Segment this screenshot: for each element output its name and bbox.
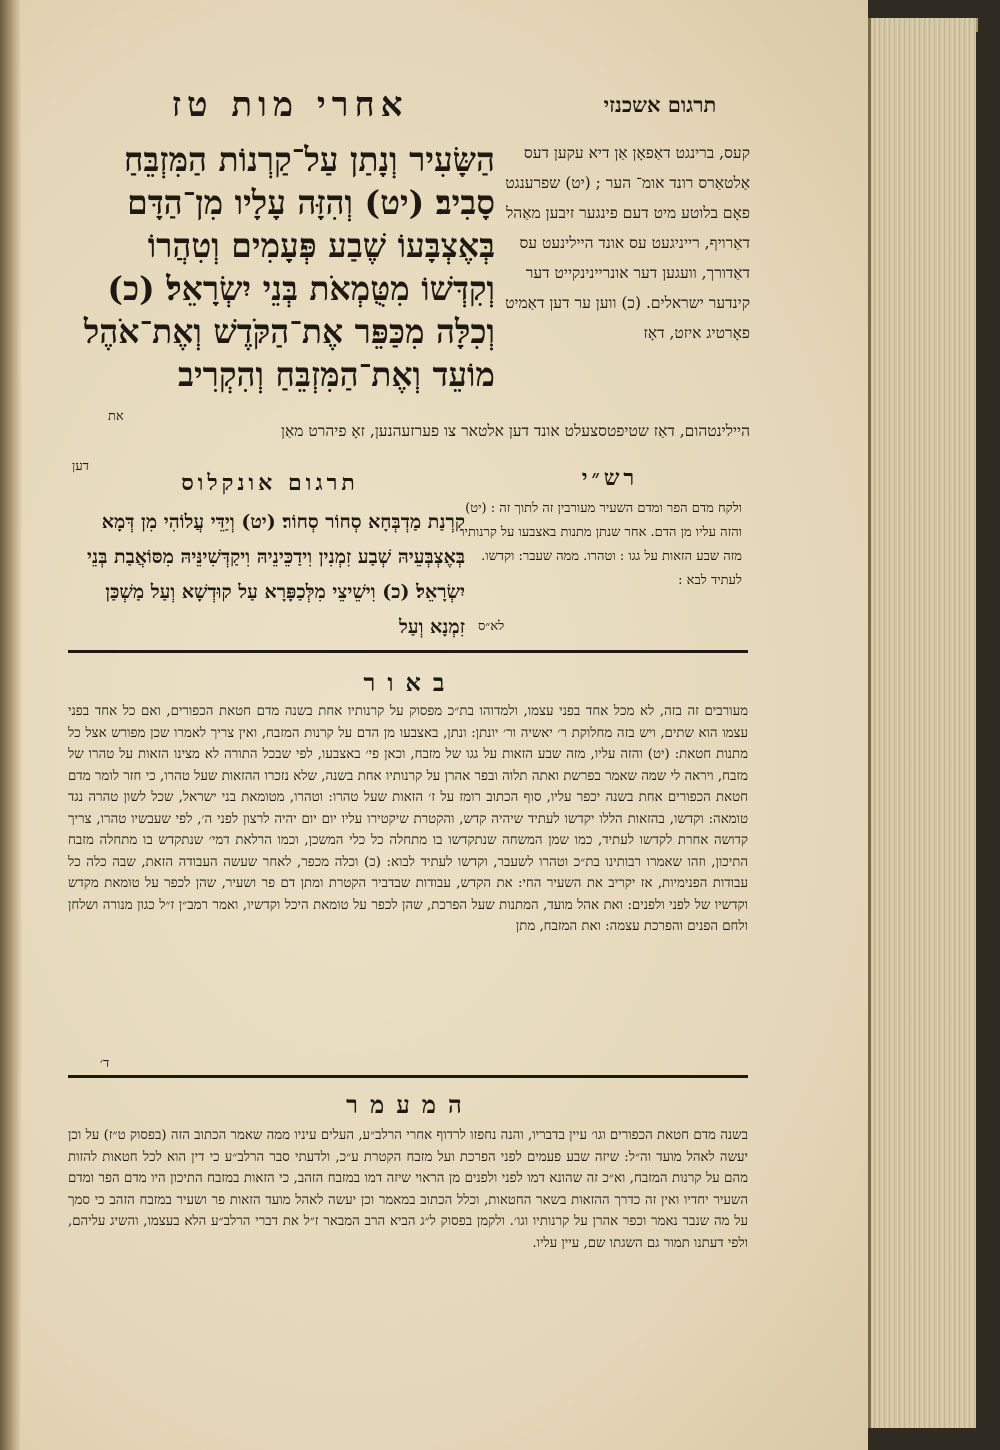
mamar-header: המעמר [346, 1090, 474, 1119]
page-edges [868, 18, 976, 1428]
catchword-den: דען [72, 459, 89, 474]
divider-rule-2 [68, 1075, 748, 1078]
rashi-catchword: לא״ס [478, 619, 505, 634]
ashkenazi-header: תרגום אשכנזי [603, 92, 717, 117]
onkelos-text: קַרְנַת מַדְבְּחָא סְחוֹר סְחוֹר׃ (יט) וְיַדֵּי עֲלוֹהִי מִן דְּמָא בְּאֶצְבְּעֵיהּ שְׁבַע זִמְנִין וִידַכֵּינֵיהּ וִיקַדְּשִׁינֵּיהּ מִסּוֹאֲבַת בְּנֵי יִשְׂרָאֵל׃ (כ) וִישֵׁיצֵי מִלְּכַפָּרָא עַל קוּדְשָׁא וְעַל מַשְׁכַּן זִמְנָא וְעַל [87, 511, 465, 638]
rashi-text: ולקח מדם הפר ומדם השעיר מעורבין זה לתוך זה : (יט) והזה עליו מן הדם. אחר שנתן מתנות באצבעו על קרנותיו מזה שבע הזאות על גגו : וטהרו. ממה שעבר: וקדשו. לעתיד לבא : [461, 501, 742, 588]
mamar-text: בשנה מדם חטאת הכפורים וגו׳ עיין בדבריו, והנה נחפזו לרדוף אחרי הרלב״ע, העלים עיניו ממה שאמר הכתוב הזה (בפסוק ט״ז) על וכן יעשה לאהל מועד וה״ל: שיזה שבע פעמים לפני הפרכת ועל מזבח הקטרת ע״כ, ולדעתי סבר הרלב״ע כי דין הוא לכל חטאות להזות מהם על קרנות המזבח, וא״כ זה שהונא דמו לפני ולפנים מן הראוי שיזה דמו במזבח הזהב, כי הזאות במזבח התיכון היו מדם הפר ומדם השעיר יחדיו ואין זה כדרך ההזאות בשאר החטאות, וכלל הכתוב במאמר וכן יעשה לאהל מועד הזאות פר ושעיר במזבח הזהב כי סמך על מה שנבר נאמר וכפר אהרן על קרנותיו וגו׳. ולקמן בפסוק ל״ג הביא הרב המבאר ז״ל את דברי הרלב״ע הלא בעצמו, והשיג עליהם, ולפי דעתנו תמור גם השגתו שם, עיין עליו. [68, 1128, 748, 1251]
rashi-header: רש״י [581, 465, 639, 491]
onkelos-header: תרגום אונקלוס [181, 470, 359, 496]
running-header: אחרי מות טז [171, 85, 409, 125]
biur-text: מעורבים זה בזה, לא מכל אחד בפני עצמו, ולמדוהו בת״כ מפסוק על קרנותיו אחת בשנה מדם חטאת הכפורים, ואם כל אחד בפני עצמו הוא שתים, ויש בזה מחלוקת ר׳ יאשיה ור׳ יונתן: ונתן, באצבעו מן הדם על קרנות המזבח, ואין צריך לאמרו שכן מפורש אצל כל מתנות חטאת: (יט) והזה עליו, מזה שבע הזאות על גגו של מזבח, וכאן פי׳ באצבעו, לפי שבכל התורה לא מצינו הזאות על טהרו של מזבח, ויראה לי שמה שאמר בפרשת ואתה תלוה ובפר אהרן על קרנותיו אחת בשנה, שלא נזכרו ההזאות שעל טהרו, כי חזר לומר מדם חטאת הכפורים אחת בשנה יכפר עליו, סוף הכתוב רומז על ז׳ הזאות שעל טהרו: וטהרו, מטומאת בני ישראל, שכל לשון טהרה נגד טומאה: וקדשו, בהזאות הללו יקדשו לעתיד שיהיה קדש, והקטרת שיקטירו עליו יום יום יהיה לרצון לפני ה׳, לפי שעבשיו טהרו, צריך קדושה אחרת לקדשו לעתיד, כמו שמן המשחה שנתקדשו בו מתחלה כל כלי המשכן, וכמו הרלאת דמי׳ שנתקדש בו מתחלה מזבח התיכון, וזהו שאמרו רבותינו בת״כ וטהרו לשעבר, וקדשו לעתיד לבוא: (כ) וכלה מכפר, לאחר שעשה העבודה הזאת, שבה כלה כל עבודות הפנימיות, אז יקריב את השעיר החי: את הקדש, עבודות שבדביר הקטרת ומתן דם פר ושעיר, שהן לכפר על טומאת מקדש וקדשיו של לפני ולפנים: ואת אהל מועד, המתנות שעל הפרכת, שהן לכפר על טומאת היכל וקדשיו, ואמר רמב״ן ז״ל כגון מנורה ושלחן ולחם הפנים והפרכת עצמה: ואת המזבח, מתן [68, 704, 748, 934]
catchword-at: את [108, 409, 124, 424]
torah-text: הַשָּׂעִיר וְנָתַן עַל־קַרְנוֹת הַמִּזְבֵּחַ סָבִיב׃ (יט) וְהִזָּה עָלָיו מִן־הַדָּם בְּאֶצְבָּעוֹ שֶׁבַע פְּעָמִים וְטִהֲרוֹ וְקִדְּשׁוֹ מִטֻּמְאֹת בְּנֵי יִשְׂרָאֵל׃ (כ) וְכִלָּה מִכַּפֵּר אֶת־הַקֹּדֶשׁ וְאֶת־אֹהֶל מוֹעֵד וְאֶת־הַמִּזְבֵּחַ וְהִקְרִיב [83, 140, 495, 394]
divider-rule [68, 650, 748, 653]
book-gutter [0, 0, 22, 1450]
biur-catchword: ד׳ [100, 1056, 110, 1071]
biur-header: באור [363, 668, 457, 697]
ashkenazi-translation-continued: היילינטהום, דאַז שטיפטסצעלט אונד דען אלטאר צו פערזעהנען, זאָ פיהרט מאַן [281, 422, 750, 440]
ashkenazi-translation: קעס, ברינגט דאַפאָן אַן דיא עקען דעס אַלטאַרס רונד אומ־ הער ; (יט) שפרענגט פאָם בלוטע מיט דעם פינגער זיבען מאַהל דאַרויף, רייניגעט עס אונד היילינעט עס דאַדורך, וועגען דער אונריינינקייט דער קינדער ישראלים. (כ) ווען ער דען דאַמיט פאָרטיג איזט, דאָז [505, 144, 750, 342]
